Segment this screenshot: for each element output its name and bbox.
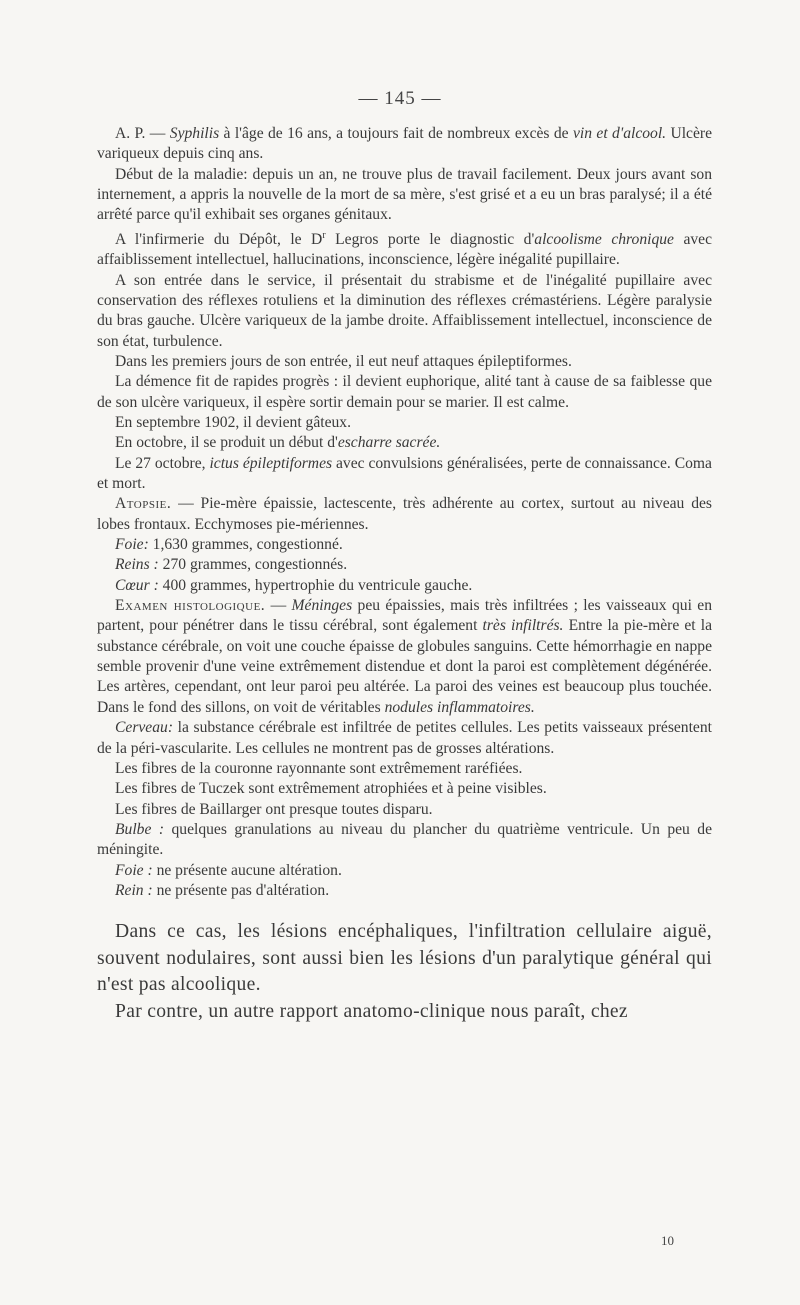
case-report: [97, 124, 712, 901]
case-paragraph-liver-histology: Foie : ne présente aucune altération.: [115, 861, 342, 879]
case-paragraph-histology: Examen histologique. — Méninges peu épaissies, mais très infiltrées ; les vaisseaux qui en partent, pour pénétrer dans le tissu cérébral, sont également très infiltrés. Entre la pie-mère et la substance cérébrale, on voit une couche épaisse de globules sanguins. Cette hémorrhagie en nappe semble provenir d'une veine extrêmement distendue et dont la paroi est complètement dégénérée. Les artères, cependant, ont leur paroi peu altérée. La paroi des veines est beaucoup plus touchée. Dans le fond des sillons, on voit de véritables nodules inflammatoires.: [97, 597, 712, 716]
case-paragraph-attacks: Dans les premiers jours de son entrée, il eut neuf attaques épileptiformes.: [115, 352, 572, 370]
case-paragraph-october: En octobre, il se produit un début d'escharre sacrée.: [115, 434, 441, 452]
case-paragraph-heart: Cœur : 400 grammes, hypertrophie du ventricule gauche.: [115, 576, 473, 594]
case-paragraph-tuczek-fibres: Les fibres de Tuczek sont extrêmement atrophiées et à peine visibles.: [115, 780, 547, 798]
case-paragraph-september: En septembre 1902, il devient gâteux.: [115, 414, 352, 431]
commentary-paragraph-1: Dans ce cas, les lésions encéphaliques, l'infiltration cellulaire aiguë, souvent nodulaires, sont aussi bien les lésions d'un paralytique général qui n'est pas alcoolique.: [97, 921, 712, 996]
page-number: — 145 —: [358, 88, 442, 109]
signature-mark: 10: [661, 1233, 674, 1248]
case-paragraph-kidneys: Reins : 270 grammes, congestionnés.: [115, 556, 348, 574]
case-paragraph-diagnosis: A l'infirmerie du Dépôt, le $D^r$ Legros porte le diagnostic d'alcoolisme chronique avec affaiblissement intellectuel, hallucinations, inconscience, légère inégalité pupillaire.: [97, 229, 713, 269]
commentary: [97, 919, 712, 1025]
case-paragraph-brain: Cerveau: la substance cérébrale est infiltrée de petites cellules. Les petits vaisseaux présentent de la péri-vascularite. Les cellules ne montrent pas de grosses altérations.: [97, 719, 712, 757]
case-paragraph-liver: Foie: 1,630 grammes, congestionné.: [115, 536, 343, 554]
case-paragraph-intro: A. P. — Syphilis à l'âge de 16 ans, a toujours fait de nombreux excès de vin et d'alcool. Ulcère variqueux depuis cinq ans.: [97, 125, 713, 163]
page-body: [97, 124, 712, 1025]
commentary-paragraph-2: Par contre, un autre rapport anatomo-clinique nous paraît, chez: [115, 1000, 628, 1022]
case-paragraph-bulb: Bulbe : quelques granulations au niveau du plancher du quatrième ventricule. Un peu de méningite.: [97, 820, 713, 859]
case-paragraph-admission: A son entrée dans le service, il présentait du strabisme et de l'inégalité pupillaire avec conservation des réflexes rotuliens et la diminution des réflexes crémastériens. Légère paralysie du bras gauche. Ulcère variqueux de la jambe droite. Affaiblissement intellectuel, inconscience de son état, turbulence.: [97, 271, 712, 350]
case-paragraph-autopsy: Atopsie. — Pie-mère épaissie, lactescente, très adhérente au cortex, surtout au niveau des lobes frontaux. Ecchymoses pie-mériennes.: [97, 495, 712, 533]
case-paragraph-dementia: La démence fit de rapides progrès : il devient euphorique, alité tant à cause de sa faiblesse que de son ulcère variqueux, il espère sortir demain pour se marier. Il est calme.: [97, 373, 712, 411]
case-paragraph-kidney-histology: Rein : ne présente pas d'altération.: [115, 881, 330, 899]
case-paragraph-baillarger-fibres: Les fibres de Baillarger ont presque toutes disparu.: [115, 800, 433, 818]
case-paragraph-onset: Début de la maladie: depuis un an, ne trouve plus de travail facilement. Deux jours avant son internement, a appris la nouvelle de la mort de sa mère, s'est grisé et a eu un bras paralysé; il a été arrêté parce qu'il exhibait ses organes génitaux.: [97, 165, 712, 224]
case-paragraph-death: Le 27 octobre, ictus épileptiformes avec convulsions généralisées, perte de connaissance. Coma et mort.: [97, 454, 712, 493]
case-paragraph-radiating-fibres: Les fibres de la couronne rayonnante sont extrêmement raréfiées.: [115, 759, 523, 777]
